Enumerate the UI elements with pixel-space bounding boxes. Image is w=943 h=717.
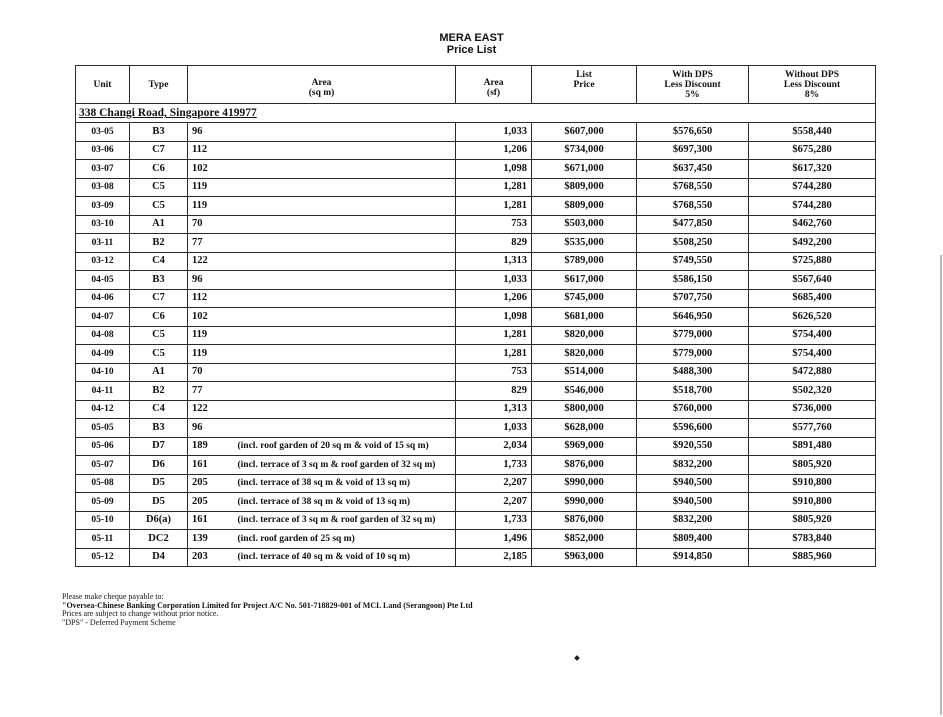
cell-area-sf: 1,313 bbox=[456, 400, 532, 419]
cell-list-price: $809,000 bbox=[532, 178, 637, 197]
cell-without-dps-price: $891,480 bbox=[749, 437, 876, 456]
table-row bbox=[76, 160, 876, 179]
cell-area-sf: 1,733 bbox=[456, 511, 532, 530]
cell-without-dps-price: $685,400 bbox=[749, 289, 876, 308]
table-row bbox=[76, 326, 876, 345]
table-row bbox=[76, 197, 876, 216]
cell-with-dps-price: $596,600 bbox=[637, 419, 749, 438]
cell-area-sqm: 70 bbox=[188, 215, 234, 234]
cell-type: C7 bbox=[130, 141, 188, 160]
cell-area-sqm: 119 bbox=[188, 197, 234, 216]
cell-area-note bbox=[234, 419, 456, 438]
cell-type: C5 bbox=[130, 326, 188, 345]
cell-list-price: $681,000 bbox=[532, 308, 637, 327]
cell-unit: 05-05 bbox=[76, 419, 130, 438]
cell-unit: 04-06 bbox=[76, 289, 130, 308]
address-text: 338 Changi Road, Singapore 419977 bbox=[79, 107, 257, 119]
table-row bbox=[76, 234, 876, 253]
cell-type: D6 bbox=[130, 456, 188, 475]
cell-area-note bbox=[234, 215, 456, 234]
table-row bbox=[76, 474, 876, 493]
cell-area-sf: 1,033 bbox=[456, 271, 532, 290]
header-with-dps-line3: 5% bbox=[685, 90, 700, 100]
cell-unit: 04-07 bbox=[76, 308, 130, 327]
cell-without-dps-price: $910,800 bbox=[749, 493, 876, 512]
cell-area-note: (incl. roof garden of 25 sq m) bbox=[234, 530, 456, 549]
cell-without-dps-price: $675,280 bbox=[749, 141, 876, 160]
cell-type: A1 bbox=[130, 363, 188, 382]
cell-area-note bbox=[234, 252, 456, 271]
cell-area-sqm: 189 bbox=[188, 437, 234, 456]
cell-without-dps-price: $754,400 bbox=[749, 345, 876, 364]
cell-unit: 03-05 bbox=[76, 123, 130, 142]
footer-dps-definition: "DPS" - Deferred Payment Scheme bbox=[62, 617, 176, 627]
cell-type: C7 bbox=[130, 289, 188, 308]
cell-area-note bbox=[234, 363, 456, 382]
cell-type: C5 bbox=[130, 178, 188, 197]
cell-with-dps-price: $832,200 bbox=[637, 456, 749, 475]
cell-unit: 04-08 bbox=[76, 326, 130, 345]
cell-area-note: (incl. terrace of 3 sq m & roof garden of 32 sq m) bbox=[234, 511, 456, 530]
table-row bbox=[76, 530, 876, 549]
cell-without-dps-price: $754,400 bbox=[749, 326, 876, 345]
cell-area-sqm: 203 bbox=[188, 548, 234, 567]
cell-area-sf: 1,281 bbox=[456, 197, 532, 216]
cell-unit: 03-08 bbox=[76, 178, 130, 197]
cell-without-dps-price: $725,880 bbox=[749, 252, 876, 271]
cell-type: B2 bbox=[130, 234, 188, 253]
cell-area-sqm: 102 bbox=[188, 308, 234, 327]
cell-unit: 05-09 bbox=[76, 493, 130, 512]
cell-type: D5 bbox=[130, 474, 188, 493]
cell-area-sf: 1,313 bbox=[456, 252, 532, 271]
cell-without-dps-price: $462,760 bbox=[749, 215, 876, 234]
cell-unit: 04-05 bbox=[76, 271, 130, 290]
header-area-sqm bbox=[188, 66, 456, 104]
cell-with-dps-price: $576,650 bbox=[637, 123, 749, 142]
cell-list-price: $800,000 bbox=[532, 400, 637, 419]
cell-unit: 03-12 bbox=[76, 252, 130, 271]
table-row bbox=[76, 289, 876, 308]
cell-area-sqm: 77 bbox=[188, 234, 234, 253]
cell-unit: 03-07 bbox=[76, 160, 130, 179]
cell-area-sf: 829 bbox=[456, 382, 532, 401]
header-without-dps bbox=[749, 66, 876, 104]
cell-area-sf: 1,496 bbox=[456, 530, 532, 549]
table-row bbox=[76, 456, 876, 475]
cell-area-note bbox=[234, 326, 456, 345]
cell-area-sqm: 119 bbox=[188, 178, 234, 197]
cell-type: A1 bbox=[130, 215, 188, 234]
cell-without-dps-price: $744,280 bbox=[749, 178, 876, 197]
cell-type: C5 bbox=[130, 345, 188, 364]
cell-area-sqm: 70 bbox=[188, 363, 234, 382]
header-with-dps-line2: Less Discount bbox=[664, 80, 721, 90]
cell-area-sf: 1,281 bbox=[456, 178, 532, 197]
cell-area-note bbox=[234, 123, 456, 142]
cell-unit: 05-10 bbox=[76, 511, 130, 530]
cell-unit: 05-08 bbox=[76, 474, 130, 493]
cell-with-dps-price: $768,550 bbox=[637, 178, 749, 197]
cell-with-dps-price: $768,550 bbox=[637, 197, 749, 216]
header-with-dps bbox=[637, 66, 749, 104]
header-area-sf-line1: Area bbox=[483, 77, 504, 88]
cell-without-dps-price: $567,640 bbox=[749, 271, 876, 290]
table-row bbox=[76, 363, 876, 382]
cell-area-sf: 1,033 bbox=[456, 123, 532, 142]
table-row bbox=[76, 419, 876, 438]
header-unit: Unit bbox=[76, 66, 130, 104]
cell-list-price: $514,000 bbox=[532, 363, 637, 382]
cell-list-price: $990,000 bbox=[532, 493, 637, 512]
header-type: Type bbox=[130, 66, 188, 104]
cell-area-sf: 1,281 bbox=[456, 345, 532, 364]
cell-area-sf: 2,034 bbox=[456, 437, 532, 456]
cell-list-price: $607,000 bbox=[532, 123, 637, 142]
cell-area-sf: 1,033 bbox=[456, 419, 532, 438]
header-row bbox=[76, 66, 876, 104]
cell-with-dps-price: $477,850 bbox=[637, 215, 749, 234]
cell-without-dps-price: $558,440 bbox=[749, 123, 876, 142]
cell-type: D4 bbox=[130, 548, 188, 567]
cell-unit: 04-10 bbox=[76, 363, 130, 382]
cell-type: C4 bbox=[130, 252, 188, 271]
document-subtitle: Price List bbox=[446, 44, 497, 56]
header-without-dps-line2: Less Discount bbox=[783, 80, 841, 90]
header-without-dps-line1: Without DPS bbox=[785, 70, 839, 80]
cell-area-sqm: 112 bbox=[188, 141, 234, 160]
footer-price-disclaimer: Prices are subject to change without prior notice. bbox=[62, 609, 219, 619]
cell-with-dps-price: $779,000 bbox=[637, 345, 749, 364]
cell-without-dps-price: $492,200 bbox=[749, 234, 876, 253]
cell-without-dps-price: $744,280 bbox=[749, 197, 876, 216]
cell-area-sqm: 119 bbox=[188, 345, 234, 364]
cell-unit: 04-09 bbox=[76, 345, 130, 364]
cell-area-sqm: 96 bbox=[188, 123, 234, 142]
table-row bbox=[76, 141, 876, 160]
cell-without-dps-price: $910,800 bbox=[749, 474, 876, 493]
cell-list-price: $820,000 bbox=[532, 326, 637, 345]
table-row bbox=[76, 437, 876, 456]
cell-without-dps-price: $626,520 bbox=[749, 308, 876, 327]
cell-area-sqm: 77 bbox=[188, 382, 234, 401]
cell-with-dps-price: $508,250 bbox=[637, 234, 749, 253]
cell-with-dps-price: $749,550 bbox=[637, 252, 749, 271]
cell-list-price: $809,000 bbox=[532, 197, 637, 216]
cell-area-sqm: 161 bbox=[188, 511, 234, 530]
cell-type: C6 bbox=[130, 160, 188, 179]
scan-artifact-speck bbox=[574, 655, 580, 661]
cell-list-price: $876,000 bbox=[532, 511, 637, 530]
table-row bbox=[76, 178, 876, 197]
cell-area-sqm: 161 bbox=[188, 456, 234, 475]
header-area-sf-line2: (sf) bbox=[486, 87, 501, 98]
cell-list-price: $628,000 bbox=[532, 419, 637, 438]
cell-unit: 04-12 bbox=[76, 400, 130, 419]
table-row bbox=[76, 215, 876, 234]
cell-unit: 03-06 bbox=[76, 141, 130, 160]
table-row bbox=[76, 382, 876, 401]
cell-area-sqm: 102 bbox=[188, 160, 234, 179]
cell-list-price: $671,000 bbox=[532, 160, 637, 179]
cell-area-note bbox=[234, 197, 456, 216]
cell-with-dps-price: $940,500 bbox=[637, 493, 749, 512]
cell-area-note bbox=[234, 271, 456, 290]
cell-area-sf: 1,098 bbox=[456, 308, 532, 327]
cell-area-note: (incl. roof garden of 20 sq m & void of 15 sq m) bbox=[234, 437, 456, 456]
table-row bbox=[76, 308, 876, 327]
header-list-price-line2: Price bbox=[573, 80, 595, 90]
price-list-table bbox=[75, 65, 876, 567]
cell-without-dps-price: $885,960 bbox=[749, 548, 876, 567]
cell-unit: 05-11 bbox=[76, 530, 130, 549]
footer-cheque-label: Please make cheque payable to: bbox=[62, 592, 164, 601]
cell-area-note bbox=[234, 308, 456, 327]
table-row bbox=[76, 548, 876, 567]
cell-area-sqm: 122 bbox=[188, 252, 234, 271]
cell-area-sf: 2,207 bbox=[456, 474, 532, 493]
header-list-price-line1: List bbox=[576, 70, 592, 80]
cell-area-sqm: 205 bbox=[188, 493, 234, 512]
header-list-price bbox=[532, 66, 637, 104]
cell-list-price: $789,000 bbox=[532, 252, 637, 271]
document-title: MERA EAST bbox=[439, 32, 504, 44]
cell-without-dps-price: $805,920 bbox=[749, 511, 876, 530]
cell-area-sf: 1,733 bbox=[456, 456, 532, 475]
cell-list-price: $876,000 bbox=[532, 456, 637, 475]
cell-list-price: $963,000 bbox=[532, 548, 637, 567]
cell-with-dps-price: $779,000 bbox=[637, 326, 749, 345]
header-with-dps-line1: With DPS bbox=[672, 70, 713, 80]
cell-type: DC2 bbox=[130, 530, 188, 549]
cell-list-price: $546,000 bbox=[532, 382, 637, 401]
table-row bbox=[76, 511, 876, 530]
cell-area-note bbox=[234, 382, 456, 401]
cell-with-dps-price: $637,450 bbox=[637, 160, 749, 179]
cell-area-sf: 2,185 bbox=[456, 548, 532, 567]
cell-with-dps-price: $832,200 bbox=[637, 511, 749, 530]
cell-list-price: $969,000 bbox=[532, 437, 637, 456]
cell-with-dps-price: $646,950 bbox=[637, 308, 749, 327]
cell-without-dps-price: $577,760 bbox=[749, 419, 876, 438]
cell-type: C5 bbox=[130, 197, 188, 216]
cell-type: D7 bbox=[130, 437, 188, 456]
cell-list-price: $745,000 bbox=[532, 289, 637, 308]
cell-area-note: (incl. terrace of 3 sq m & roof garden of 32 sq m) bbox=[234, 456, 456, 475]
cell-without-dps-price: $805,920 bbox=[749, 456, 876, 475]
cell-area-note bbox=[234, 345, 456, 364]
cell-area-sqm: 119 bbox=[188, 326, 234, 345]
cell-list-price: $617,000 bbox=[532, 271, 637, 290]
cell-list-price: $852,000 bbox=[532, 530, 637, 549]
cell-with-dps-price: $809,400 bbox=[637, 530, 749, 549]
cell-area-note: (incl. terrace of 40 sq m & void of 10 sq m) bbox=[234, 548, 456, 567]
cell-area-sf: 2,207 bbox=[456, 493, 532, 512]
scan-artifact-line bbox=[940, 255, 942, 715]
cell-without-dps-price: $617,320 bbox=[749, 160, 876, 179]
cell-type: B2 bbox=[130, 382, 188, 401]
cell-area-sqm: 96 bbox=[188, 419, 234, 438]
header-area-sf bbox=[456, 66, 532, 104]
cell-area-sf: 1,281 bbox=[456, 326, 532, 345]
table-row bbox=[76, 271, 876, 290]
address-row bbox=[76, 104, 876, 123]
cell-area-note: (incl. terrace of 38 sq m & void of 13 sq m) bbox=[234, 474, 456, 493]
address-cell bbox=[76, 104, 876, 123]
cell-with-dps-price: $488,300 bbox=[637, 363, 749, 382]
cell-list-price: $990,000 bbox=[532, 474, 637, 493]
cell-unit: 05-06 bbox=[76, 437, 130, 456]
cell-without-dps-price: $472,880 bbox=[749, 363, 876, 382]
table-row bbox=[76, 252, 876, 271]
cell-area-sqm: 112 bbox=[188, 289, 234, 308]
cell-area-note bbox=[234, 178, 456, 197]
header-area-sqm-line1: Area bbox=[311, 77, 332, 88]
table-row bbox=[76, 123, 876, 142]
header-without-dps-line3: 8% bbox=[804, 90, 820, 100]
table-row bbox=[76, 345, 876, 364]
cell-type: B3 bbox=[130, 123, 188, 142]
cell-area-note bbox=[234, 160, 456, 179]
cell-with-dps-price: $586,150 bbox=[637, 271, 749, 290]
cell-with-dps-price: $707,750 bbox=[637, 289, 749, 308]
cell-area-sf: 753 bbox=[456, 215, 532, 234]
cell-area-sf: 829 bbox=[456, 234, 532, 253]
cell-with-dps-price: $920,550 bbox=[637, 437, 749, 456]
table-row bbox=[76, 400, 876, 419]
cell-unit: 03-10 bbox=[76, 215, 130, 234]
footer-payee: "Oversea-Chinese Banking Corporation Limited for Project A/C No. 501-718829-001 of MCL Land (Serangoon) Pte Ltd bbox=[62, 600, 473, 610]
cell-unit: 05-12 bbox=[76, 548, 130, 567]
cell-list-price: $820,000 bbox=[532, 345, 637, 364]
cell-type: B3 bbox=[130, 271, 188, 290]
cell-area-note bbox=[234, 234, 456, 253]
cell-area-note: (incl. terrace of 38 sq m & void of 13 sq m) bbox=[234, 493, 456, 512]
cell-unit: 04-11 bbox=[76, 382, 130, 401]
cell-area-sqm: 96 bbox=[188, 271, 234, 290]
cell-area-note bbox=[234, 289, 456, 308]
cell-without-dps-price: $783,840 bbox=[749, 530, 876, 549]
cell-area-sqm: 122 bbox=[188, 400, 234, 419]
cell-list-price: $503,000 bbox=[532, 215, 637, 234]
cell-with-dps-price: $914,850 bbox=[637, 548, 749, 567]
cell-with-dps-price: $760,000 bbox=[637, 400, 749, 419]
cell-type: C4 bbox=[130, 400, 188, 419]
table-row bbox=[76, 493, 876, 512]
cell-area-sqm: 139 bbox=[188, 530, 234, 549]
cell-list-price: $734,000 bbox=[532, 141, 637, 160]
cell-area-sqm: 205 bbox=[188, 474, 234, 493]
header-area-sqm-line2: (sq m) bbox=[308, 87, 335, 98]
cell-area-sf: 753 bbox=[456, 363, 532, 382]
cell-without-dps-price: $736,000 bbox=[749, 400, 876, 419]
cell-type: C6 bbox=[130, 308, 188, 327]
cell-area-sf: 1,098 bbox=[456, 160, 532, 179]
cell-unit: 05-07 bbox=[76, 456, 130, 475]
cell-area-note bbox=[234, 141, 456, 160]
cell-area-note bbox=[234, 400, 456, 419]
cell-type: B3 bbox=[130, 419, 188, 438]
cell-area-sf: 1,206 bbox=[456, 141, 532, 160]
cell-list-price: $535,000 bbox=[532, 234, 637, 253]
cell-type: D5 bbox=[130, 493, 188, 512]
cell-with-dps-price: $518,700 bbox=[637, 382, 749, 401]
cell-unit: 03-09 bbox=[76, 197, 130, 216]
cell-type: D6(a) bbox=[130, 511, 188, 530]
cell-with-dps-price: $940,500 bbox=[637, 474, 749, 493]
cell-unit: 03-11 bbox=[76, 234, 130, 253]
cell-without-dps-price: $502,320 bbox=[749, 382, 876, 401]
footer-notes bbox=[62, 593, 473, 627]
cell-area-sf: 1,206 bbox=[456, 289, 532, 308]
cell-with-dps-price: $697,300 bbox=[637, 141, 749, 160]
